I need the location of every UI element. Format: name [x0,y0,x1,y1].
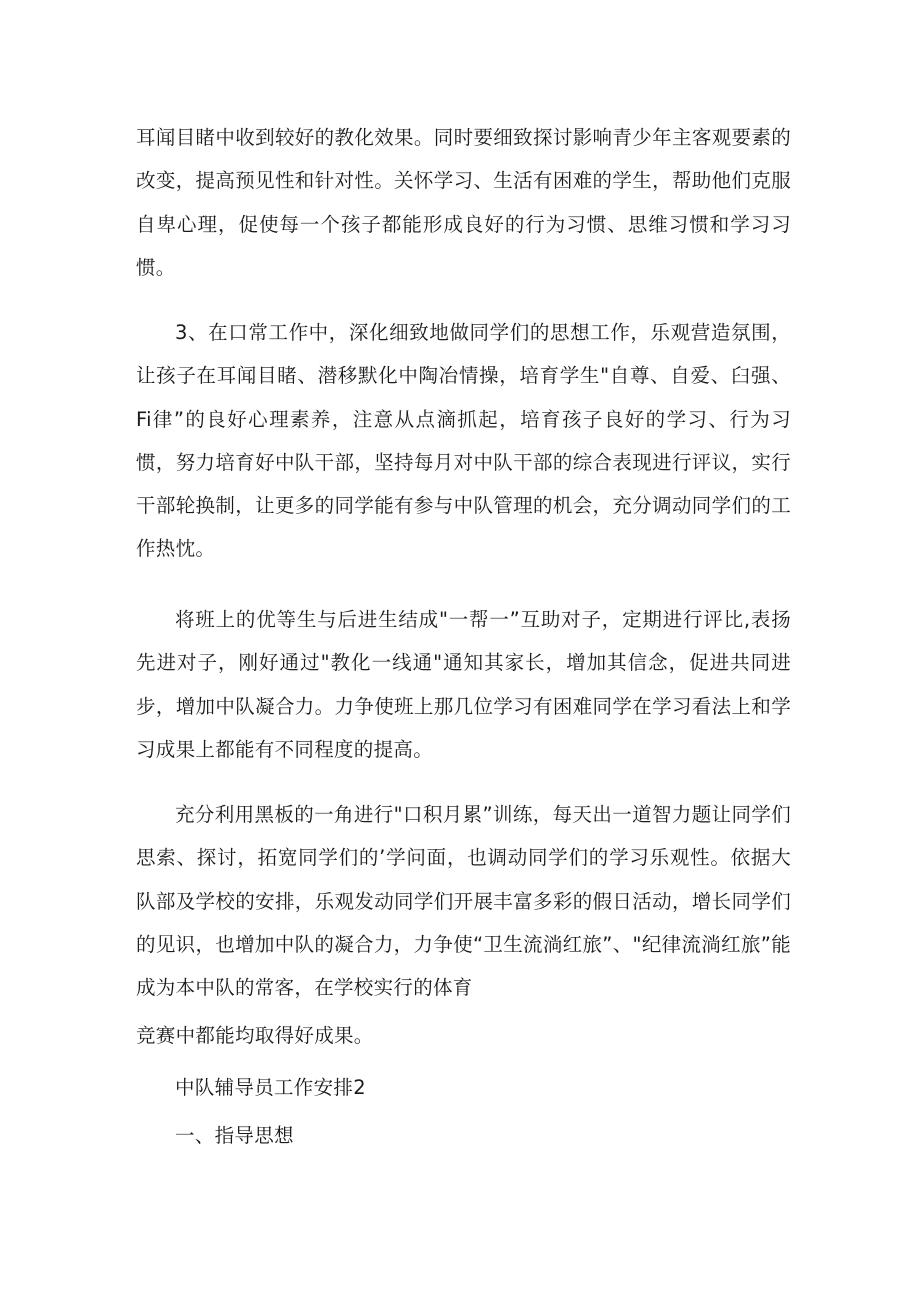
subheading: 一、指导思想 [175,1124,294,1147]
paragraph-2: 3、在口常工作中，深化细致地做同学们的思想工作，乐观营造氛围，让孩子在耳闻目睹、潜移默化中陶冶情操，培育学生"自尊、自爱、臼强、Fi律”的良好心理素养，注意从点滴抓起，培育孩子良好的学习、行为习惯，努力培育好中队干部，坚持每月对中队干部的综合表现进行评议，实行干部轮换制，让更多的同学能有参与中队管理的机会，充分调动同学们的工作热忱。 [136,321,791,561]
paragraph-4-continuation: 竞赛中都能均取得好成果。 [136,1024,374,1047]
section-title: 中队辅导员工作安排2 [175,1076,366,1099]
paragraph-3: 将班上的优等生与后进生结成"一帮一”互助对子，定期进行评比,表扬先进对子，刚好通过"教化一线通"通知其家长，增加其信念，促进共同进步，增加中队凝合力。力争使班上那几位学习有困难同学在学习看法上和学习成果上都能有不同程度的提高。 [136,608,791,761]
paragraph-1: 耳闻目睹中收到较好的教化效果。同时要细致探讨影响青少年主客观要素的改变，提高预见性和针对性。关怀学习、生活有困难的学生，帮助他们克服自卑心理，促使每一个孩子都能形成良好的行为习惯、思维习惯和学习习惯。 [136,126,791,279]
paragraph-4: 充分利用黑板的一角进行"口积月累”训练，每天出一道智力题让同学们思索、探讨，拓宽同学们的’学问面，也调动同学们的学习乐观性。依据大队部及学校的安排，乐观发动同学们开展丰富多彩的假日活动，增长同学们的见识，也增加中队的凝合力，力争使“卫生流淌红旅”、"纪律流淌红旅”能成为本中队的常客，在学校实行的体育 [136,803,791,1000]
